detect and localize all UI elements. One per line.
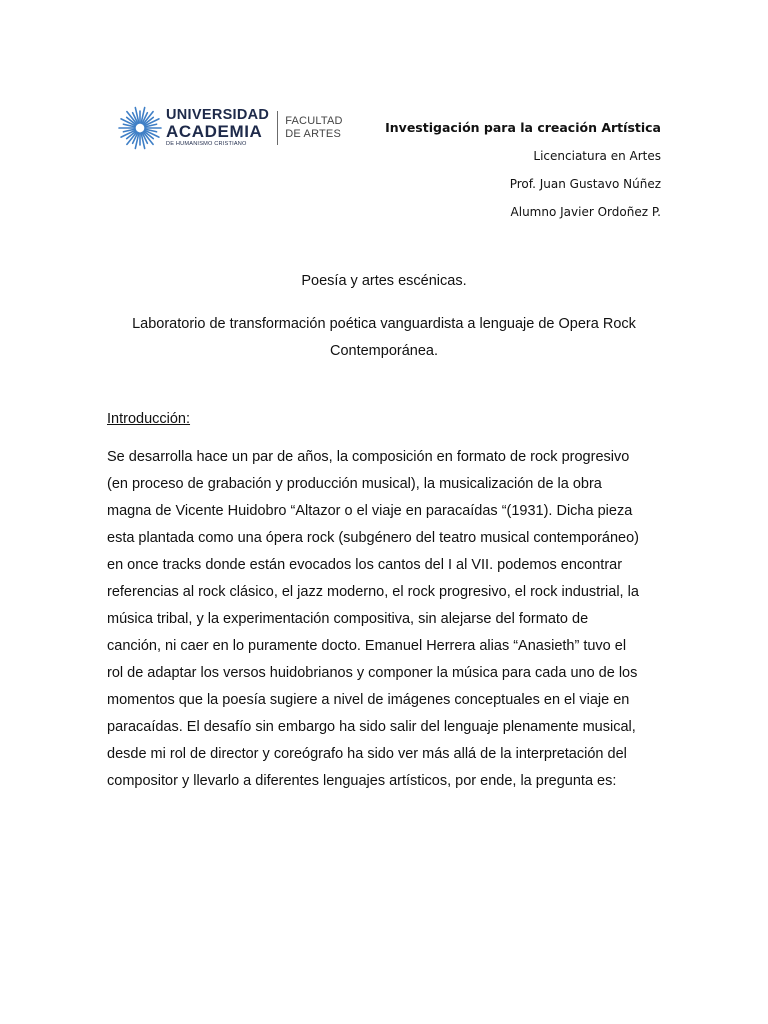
paragraph-line: rol de adaptar los versos huidobrianos y componer la música para cada uno de los <box>107 665 638 681</box>
logo-university-line: UNIVERSIDAD <box>166 106 270 123</box>
document-title: Poesía y artes escénicas. <box>301 273 467 289</box>
paragraph-line: canción, ni caer en lo puramente docto. Emanuel Herrera alias “Anasieth” tuvo el <box>107 638 627 654</box>
logo-divider <box>277 111 278 145</box>
paragraph-line: magna de Vicente Huidobro “Altazor o el viaje en paracaídas “(1931). Dicha pieza <box>107 503 633 519</box>
student-name: Alumno Javier Ordoñez P. <box>510 205 661 219</box>
paragraph-line: (en proceso de grabación y producción musical), la musicalización de la obra <box>107 476 602 492</box>
subtitle-line-2: Contemporánea. <box>329 343 438 359</box>
body-paragraph <box>107 446 667 797</box>
document-subtitle <box>100 311 668 365</box>
course-name: Investigación para la creación Artística <box>385 120 661 135</box>
university-name <box>166 108 269 148</box>
logo-subtitle-line: DE HUMANISMO CRISTIANO <box>166 141 247 148</box>
paragraph-line: esta plantada como una ópera rock (subgénero del teatro musical contemporáneo) <box>107 530 639 546</box>
logo-academia-line: ACADEMIA <box>166 122 263 142</box>
paragraph-line: desde mi rol de director y coreógrafo ha sido ver más allá de la interpretación del <box>107 746 627 762</box>
header-info <box>385 119 661 231</box>
faculty-line-1: FACULTAD <box>285 115 343 127</box>
starburst-logo-icon <box>118 106 162 150</box>
faculty-line-2: DE ARTES <box>285 128 342 140</box>
faculty-name <box>285 115 342 141</box>
section-heading: Introducción: <box>107 411 191 427</box>
paragraph-line: paracaídas. El desafío sin embargo ha sido salir del lenguaje plenamente musical, <box>107 719 636 735</box>
paragraph-line: música tribal, y la experimentación compositiva, sin alejarse del formato de <box>107 611 589 627</box>
paragraph-line: compositor y llevarlo a diferentes lenguajes artísticos, por ende, la pregunta es: <box>107 773 617 789</box>
program-name: Licenciatura en Artes <box>533 149 661 163</box>
subtitle-line-1: Laboratorio de transformación poética vanguardista a lenguaje de Opera Rock <box>132 316 636 332</box>
paragraph-line: Se desarrolla hace un par de años, la composición en formato de rock progresivo <box>107 449 630 465</box>
paragraph-line: momentos que la poesía sugiere a nivel de imágenes conceptuales en el viaje en <box>107 692 630 708</box>
university-logo <box>118 104 343 152</box>
paragraph-line: referencias al rock clásico, el jazz moderno, el rock progresivo, el rock industrial, la <box>107 584 639 600</box>
paragraph-line: en once tracks donde están evocados los cantos del I al VII. podemos encontrar <box>107 557 623 573</box>
professor-name: Prof. Juan Gustavo Núñez <box>509 177 661 191</box>
